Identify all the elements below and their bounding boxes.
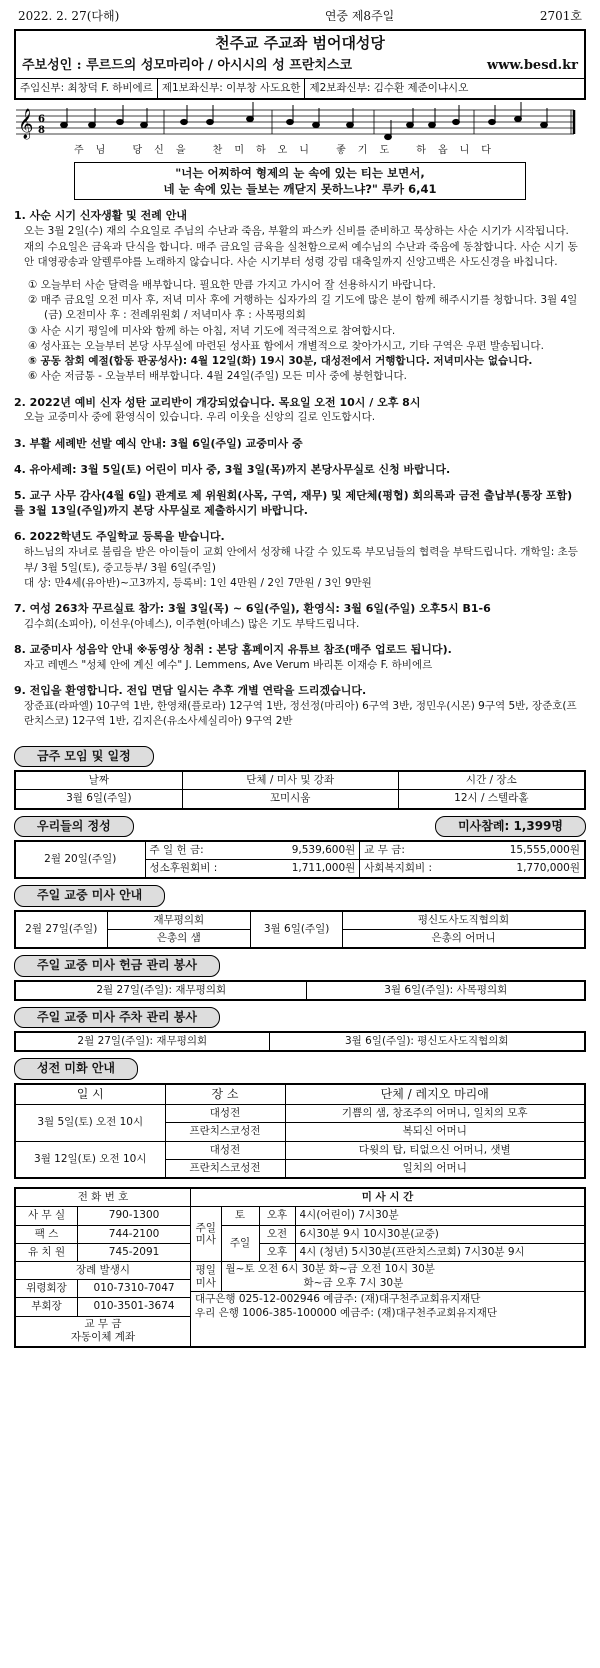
assistant-priest-2: 제2보좌신부: 김수환 제준이냐시오 bbox=[309, 81, 469, 94]
sun-am: 오전 bbox=[259, 1225, 295, 1243]
welfare-fund-amount: 1,770,000원 bbox=[470, 860, 585, 879]
meetings-title: 금주 모임 및 일정 bbox=[14, 746, 154, 767]
mass-date-2: 3월 6일(주일) bbox=[251, 911, 343, 948]
patron-saints: 주보성인 : 루르드의 성모마리아 / 아시시의 성 프란치스코 bbox=[22, 58, 353, 74]
sat-label: 토 bbox=[221, 1207, 259, 1225]
issue-date: 2022. 2. 27(다해) bbox=[18, 9, 120, 23]
issue-line bbox=[14, 8, 586, 25]
welfare-fund-label: 사회복지회비 : bbox=[360, 860, 470, 879]
announcement-8 bbox=[14, 642, 582, 673]
cleaning-title: 성전 미화 안내 bbox=[14, 1058, 138, 1079]
svg-text:8: 8 bbox=[38, 125, 45, 137]
table-header: 일 시 bbox=[15, 1084, 165, 1105]
meetings-table bbox=[14, 770, 586, 809]
music-lyrics: 주님 당신을 찬미하오니 좋기도 하옵니다 bbox=[74, 145, 503, 157]
announcement-heading: 4. 유아세례: 3월 5일(토) 어린이 미사 중, 3월 3일(목)까지 본당사무실로 신청 바랍니다. bbox=[14, 462, 451, 476]
bank-account-1: 대구은행 025-12-002946 예금주: (재)대구천주교회유지재단 bbox=[195, 1293, 481, 1306]
sunday-offering-amount: 9,539,600원 bbox=[255, 841, 359, 860]
weekday-times-1: 월~토 오전 6시 30분 화~금 오전 10시 30분 bbox=[225, 1262, 435, 1275]
cash-service-left: 2월 27일(주일): 재무평의회 bbox=[15, 981, 307, 1000]
sunday-mass-title: 주일 교중 미사 안내 bbox=[14, 885, 165, 906]
table-header: 장 소 bbox=[165, 1084, 285, 1105]
sun-label: 주일 bbox=[221, 1225, 259, 1261]
offering-date: 2월 20일(주일) bbox=[15, 841, 145, 878]
cash-service-table bbox=[14, 980, 586, 1001]
announcement-heading: 3. 부활 세례반 선발 예식 안내: 3월 6일(주일) 교중미사 중 bbox=[14, 436, 303, 450]
vocation-fund-label: 성소후원회비 : bbox=[145, 860, 255, 879]
svg-text:6: 6 bbox=[38, 114, 45, 126]
phone-number: 744-2100 bbox=[78, 1225, 190, 1243]
announcement-2 bbox=[14, 395, 582, 426]
list-item: ④ 성사표는 오늘부터 본당 사무실에 마련된 성사표 함에서 개별적으로 찾아가시고, 기타 구역은 우편 발송됩니다. bbox=[28, 339, 544, 352]
mass-times-title: 미 사 시 간 bbox=[191, 1189, 584, 1207]
offering-header bbox=[14, 810, 586, 840]
list-item: ⑤ 공동 참회 예절(합동 판공성사): 4월 12일(화) 19시 30분, 대성전에서 거행합니다. 저녁미사는 없습니다. bbox=[28, 355, 533, 368]
mass-org-2b: 은총의 어머니 bbox=[343, 929, 585, 948]
funeral-role: 위령회장 bbox=[16, 1280, 78, 1298]
announcement-heading: 8. 교중미사 성음악 안내 ※동영상 청취 : 본당 홈페이지 유튜브 참조(매주 업로드 됩니다). bbox=[14, 643, 452, 657]
church-title: 천주교 주교좌 범어대성당 bbox=[215, 34, 385, 53]
weekday-times bbox=[221, 1261, 584, 1291]
treble-clef-icon: 𝄞 bbox=[18, 109, 34, 140]
parking-service-table bbox=[14, 1031, 586, 1052]
announcement-body-2: 대 상: 만4세(유아반)~고3까지, 등록비: 1인 4만원 / 2인 7만원 / 3인 9만원 bbox=[24, 576, 372, 589]
mass-date-1: 2월 27일(주일) bbox=[15, 911, 107, 948]
announcement-body: 오늘 교중미사 중에 환영식이 있습니다. 우리 이웃을 신앙의 길로 인도합시다. bbox=[24, 411, 376, 424]
announcement-heading: 5. 교구 사무 감사(4월 6일) 관계로 제 위원회(사목, 구역, 재무) 및 제단체(평협) 회의록과 금전 출납부(통장 포함)를 3월 13일(주일)까지 본당 사무실로 제출하시기 바랍니다. bbox=[14, 488, 573, 518]
cleaning-place: 프란치스코성전 bbox=[165, 1123, 285, 1141]
issue-number: 2701호 bbox=[539, 9, 582, 23]
announcement-heading: 9. 전입을 환영합니다. 전입 면담 일시는 추후 개별 연락을 드리겠습니다. bbox=[14, 684, 367, 698]
mass-org-1b: 은총의 샘 bbox=[107, 929, 251, 948]
masthead bbox=[14, 29, 586, 100]
table-header: 날짜 bbox=[15, 771, 182, 790]
parish-dues-label: 교 무 금: bbox=[360, 841, 470, 860]
payment-subtitle: 자동이체 계좌 bbox=[70, 1331, 136, 1344]
announcement-heading: 6. 2022학년도 주일학교 등록을 받습니다. bbox=[14, 530, 225, 544]
cleaning-place: 프란치스코성전 bbox=[165, 1159, 285, 1178]
payment-box bbox=[16, 1316, 190, 1346]
sunday-mass-label: 주일 미사 bbox=[191, 1207, 221, 1262]
music-score bbox=[14, 102, 586, 162]
funeral-phone: 010-3501-3674 bbox=[78, 1298, 190, 1316]
lent-items bbox=[14, 278, 582, 385]
table-cell: 12시 / 스텔라홀 bbox=[398, 790, 585, 809]
sat-pm: 오후 bbox=[259, 1207, 295, 1225]
table-header: 시간 / 장소 bbox=[398, 771, 585, 790]
mass-times-column bbox=[191, 1189, 584, 1346]
bank-account-2: 우리 은행 1006-385-100000 예금주: (재)대구천주교회유지재단 bbox=[195, 1306, 498, 1319]
scripture-quote bbox=[74, 162, 526, 200]
table-header: 단체 / 레지오 마리애 bbox=[285, 1084, 585, 1105]
announcement-heading: 2. 2022년 예비 신자 성탄 교리반이 개강되었습니다. 목요일 오전 10시 / 오후 8시 bbox=[14, 395, 421, 409]
table-row bbox=[15, 1105, 585, 1123]
offering-table bbox=[14, 840, 586, 879]
sat-times: 4시(어린이) 7시30분 bbox=[295, 1207, 584, 1225]
list-item: ② 매주 금요일 오전 미사 후, 저녁 미사 후에 거행하는 십자가의 길 기도에 많은 분이 함께 해주시기를 청합니다. 3월 4일(금) 오전미사 후 : 전례위원회 / 저녁미사 후 : 사목평의회 bbox=[28, 294, 578, 322]
cleaning-groups: 일치의 어머니 bbox=[285, 1159, 585, 1178]
pastor: 주임신부: 최창덕 F. 하비에르 bbox=[16, 79, 158, 98]
parking-service-title: 주일 교중 미사 주차 관리 봉사 bbox=[14, 1007, 220, 1028]
sun-pm-times: 4시 (청년) 5시30분(프란치스코회) 7시30분 9시 bbox=[295, 1243, 584, 1261]
contacts-column bbox=[16, 1189, 191, 1346]
sunday-offering-label: 주 일 헌 금: bbox=[145, 841, 255, 860]
announcement-body: 김수희(소피아), 이선우(아녜스), 이주현(아녜스) 많은 기도 부탁드립니다. bbox=[24, 617, 360, 630]
assistant-priest-1: 제1보좌신부: 이부창 사도요한 bbox=[158, 79, 306, 98]
funeral-phone: 010-7310-7047 bbox=[78, 1280, 190, 1298]
cash-service-title: 주일 교중 미사 헌금 관리 봉사 bbox=[14, 955, 220, 976]
phone-number: 745-2091 bbox=[78, 1243, 190, 1261]
payment-title: 교 무 금 bbox=[84, 1317, 122, 1330]
cleaning-groups: 복되신 어머니 bbox=[285, 1123, 585, 1141]
phone-table bbox=[16, 1189, 190, 1346]
phone-number: 790-1300 bbox=[78, 1207, 190, 1225]
phone-title: 전 화 번 호 bbox=[16, 1189, 190, 1207]
funeral-title: 장례 발생시 bbox=[16, 1261, 190, 1279]
table-header: 단체 / 미사 및 강좌 bbox=[182, 771, 398, 790]
parking-service-left: 2월 27일(주일): 재무평의회 bbox=[15, 1032, 269, 1051]
table-row bbox=[15, 1141, 585, 1159]
announcement-9 bbox=[14, 683, 582, 729]
mass-org-2a: 평신도사도직협의회 bbox=[343, 911, 585, 930]
patron-line bbox=[16, 57, 584, 78]
table-cell: 3월 6일(주일) bbox=[15, 790, 182, 809]
info-box bbox=[14, 1187, 586, 1348]
cleaning-date: 3월 5일(토) 오전 10시 bbox=[15, 1105, 165, 1141]
cleaning-table bbox=[14, 1083, 586, 1179]
announcement-5 bbox=[14, 488, 582, 520]
announcement-1 bbox=[14, 208, 582, 384]
table-cell: 꼬미시움 bbox=[182, 790, 398, 809]
announcement-4 bbox=[14, 462, 582, 478]
funeral-role: 부회장 bbox=[16, 1298, 78, 1316]
announcements bbox=[14, 208, 586, 729]
cleaning-date: 3월 12일(토) 오전 10시 bbox=[15, 1141, 165, 1178]
quote-line-1: "너는 어찌하여 형제의 눈 속에 있는 티는 보면서, bbox=[175, 166, 425, 181]
mass-count: 1,399명 bbox=[513, 818, 563, 833]
announcement-heading: 1. 사순 시기 신자생활 및 전례 안내 bbox=[14, 209, 187, 223]
announcement-body: 자고 레멘스 "성체 안에 계신 예수" J. Lemmens, Ave Verum 바리톤 이재승 F. 하비에르 bbox=[24, 659, 433, 672]
sun-am-times: 6시30분 9시 10시30분(교중) bbox=[295, 1225, 584, 1243]
announcement-body: 장준표(라파엘) 10구역 1반, 한영채(플로라) 12구역 1반, 정선정(마리아) 6구역 3반, 정민우(시몬) 9구역 5반, 장준호(프란치스코) 12구역 1반, 김지은(유소사세실리아) 9구역 2반 bbox=[24, 700, 577, 728]
announcement-heading: 7. 여성 263차 꾸르실료 참가: 3월 3일(목) ~ 6일(주일), 환영식: 3월 6일(주일) 오후5시 B1-6 bbox=[14, 602, 491, 616]
cleaning-place: 대성전 bbox=[165, 1141, 285, 1159]
list-item: ⑥ 사순 저금통 - 오늘부터 배부합니다. 4월 24일(주일) 모든 미사 중에 봉헌합니다. bbox=[28, 370, 407, 383]
table-row bbox=[15, 790, 585, 809]
sunday-mass-table bbox=[14, 910, 586, 949]
phone-label: 팩 스 bbox=[16, 1225, 78, 1243]
priest-list bbox=[16, 78, 584, 98]
mass-attendance-badge bbox=[435, 816, 586, 837]
list-item: ① 오늘부터 사순 달력을 배부합니다. 필요한 만큼 가지고 가시어 잘 선용하시기 바랍니다. bbox=[28, 278, 436, 291]
cleaning-groups: 기쁨의 샘, 창조주의 어머니, 일치의 모후 bbox=[285, 1105, 585, 1123]
mass-count-label: 미사참례: bbox=[458, 818, 510, 833]
cash-service-right: 3월 6일(주일): 사목평의회 bbox=[307, 981, 585, 1000]
vocation-fund-amount: 1,711,000원 bbox=[255, 860, 359, 879]
announcement-7 bbox=[14, 601, 582, 632]
weekday-label: 평일 미사 bbox=[191, 1261, 221, 1291]
bank-accounts bbox=[191, 1292, 584, 1322]
announcement-body: 하느님의 자녀로 불림을 받은 아이들이 교회 안에서 성장해 나갈 수 있도록 부모님들의 협력을 부탁드립니다. 개학일: 초등부/ 3월 5일(토), 중고등부/ 3월 6일(주일) bbox=[24, 546, 578, 574]
music-staff bbox=[14, 102, 586, 146]
quote-line-2: 네 눈 속에 있는 들보는 깨닫지 못하느냐?" 루카 6,41 bbox=[163, 182, 437, 197]
phone-label: 유 치 원 bbox=[16, 1243, 78, 1261]
announcement-3 bbox=[14, 436, 582, 452]
parking-service-right: 3월 6일(주일): 평신도사도직협의회 bbox=[269, 1032, 585, 1051]
announcement-6 bbox=[14, 529, 582, 591]
list-item: ③ 사순 시기 평일에 미사와 함께 하는 아침, 저녁 기도에 적극적으로 참여합시다. bbox=[28, 324, 396, 337]
announcement-body: 오는 3월 2일(수) 재의 수요일로 주님의 수난과 죽음, 부활의 파스카 신비를 준비하고 묵상하는 사순 시기가 시작됩니다. 재의 수요일은 금육과 단식을 합니다. 매주 금요일 금육을 실천함으로써 예수님의 수난과 죽음에 동참합니다. 사순 시기 동안 대영광송과 알렐루야를 노래하지 않습니다. 사순 시기부터 성령 강림 대축일까지 신앙고백은 사도신경을 바칩니다. bbox=[24, 225, 578, 268]
phone-label: 사 무 실 bbox=[16, 1207, 78, 1225]
cleaning-place: 대성전 bbox=[165, 1105, 285, 1123]
offering-title: 우리들의 정성 bbox=[14, 816, 134, 837]
website-link[interactable]: www.besd.kr bbox=[487, 58, 578, 74]
mass-org-1a: 재무평의회 bbox=[107, 911, 251, 930]
parish-dues-amount: 15,555,000원 bbox=[470, 841, 585, 860]
weekday-times-2: 화~금 오후 7시 30분 bbox=[303, 1276, 404, 1289]
mass-times-table bbox=[191, 1189, 584, 1321]
cleaning-groups: 다윗의 탑, 티없으신 어머니, 샛별 bbox=[285, 1141, 585, 1159]
liturgical-week: 연중 제8주일 bbox=[324, 9, 395, 23]
sun-pm: 오후 bbox=[259, 1243, 295, 1261]
